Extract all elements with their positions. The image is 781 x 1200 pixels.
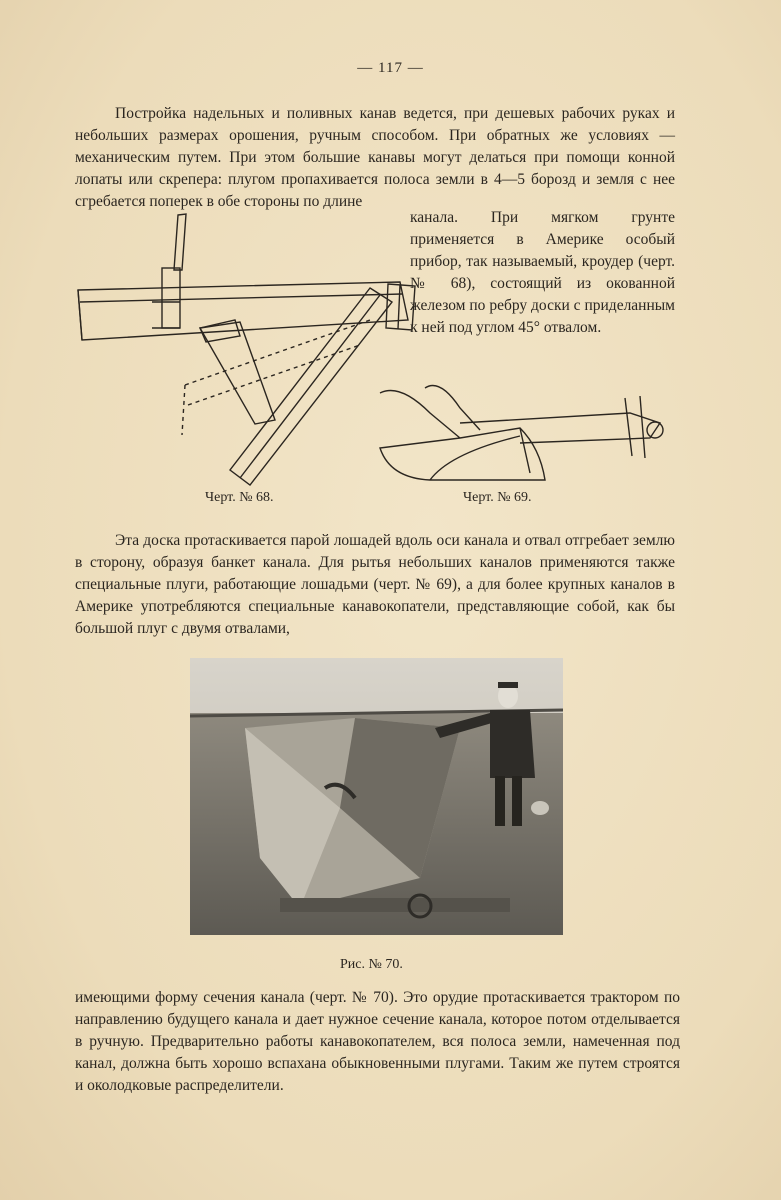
caption-figure-69: Черт. № 69. <box>463 490 532 505</box>
caption-figure-68: Черт. № 68. <box>205 490 274 505</box>
page-number: — 117 — <box>357 60 424 76</box>
figure-70-ditcher-photo <box>190 658 563 935</box>
paragraph-2-text: Эта доска протаскивается парой лошадей вдоль оси канала и отвал отгребает землю в сторону, образуя банкет канала. Для рытья небольших каналов применяются также специальные плуги, работающие лошадьми (черт. № 69), а для более крупных каналов в Америке употребляются специальные канавокопатели, представляющие собой, как бы большой плуг с двумя отвалами, <box>75 532 675 637</box>
paragraph-3-text: имеющими форму сечения канала (черт. № 70). Это орудие протаскивается трактором по направлению будущего канала и дает нужное сечение канала, которое потом отделывается в ручную. Предварительно работы канавокопателем, вся полоса земли, намеченная под канал, должна быть хорошо вспахана обыкновенными плугами. Таким же путем строятся и околодковые распределители. <box>75 989 680 1094</box>
paragraph-3 <box>75 987 680 1097</box>
caption-figure-70: Рис. № 70. <box>340 957 403 972</box>
paragraph-1 <box>75 103 675 213</box>
figure-68-crowder-drawing <box>70 210 420 495</box>
paragraph-1-text: Постройка надельных и поливных канав ведется, при дешевых рабочих руках и небольших размерах орошения, ручным способом. При обратных же условиях — механическим путем. При этом большие канавы могут делаться при помощи конной лопаты или скрепера: плугом пропахивается полоса земли в 4—5 борозд и земля с нее сгребается поперек в обе стороны по длине <box>75 105 675 210</box>
paragraph-1-wrap-text: канала. При мягком грунте применяется в Америке особый прибор, так называемый, кроудер (черт. № 68), состоящий из окованной железом по ребру доски с приделанным к ней под углом 45° отвалом. <box>410 209 675 336</box>
figure-69-plow-drawing <box>370 378 680 488</box>
paragraph-2 <box>75 530 675 640</box>
paragraph-1-wrap <box>410 207 675 339</box>
